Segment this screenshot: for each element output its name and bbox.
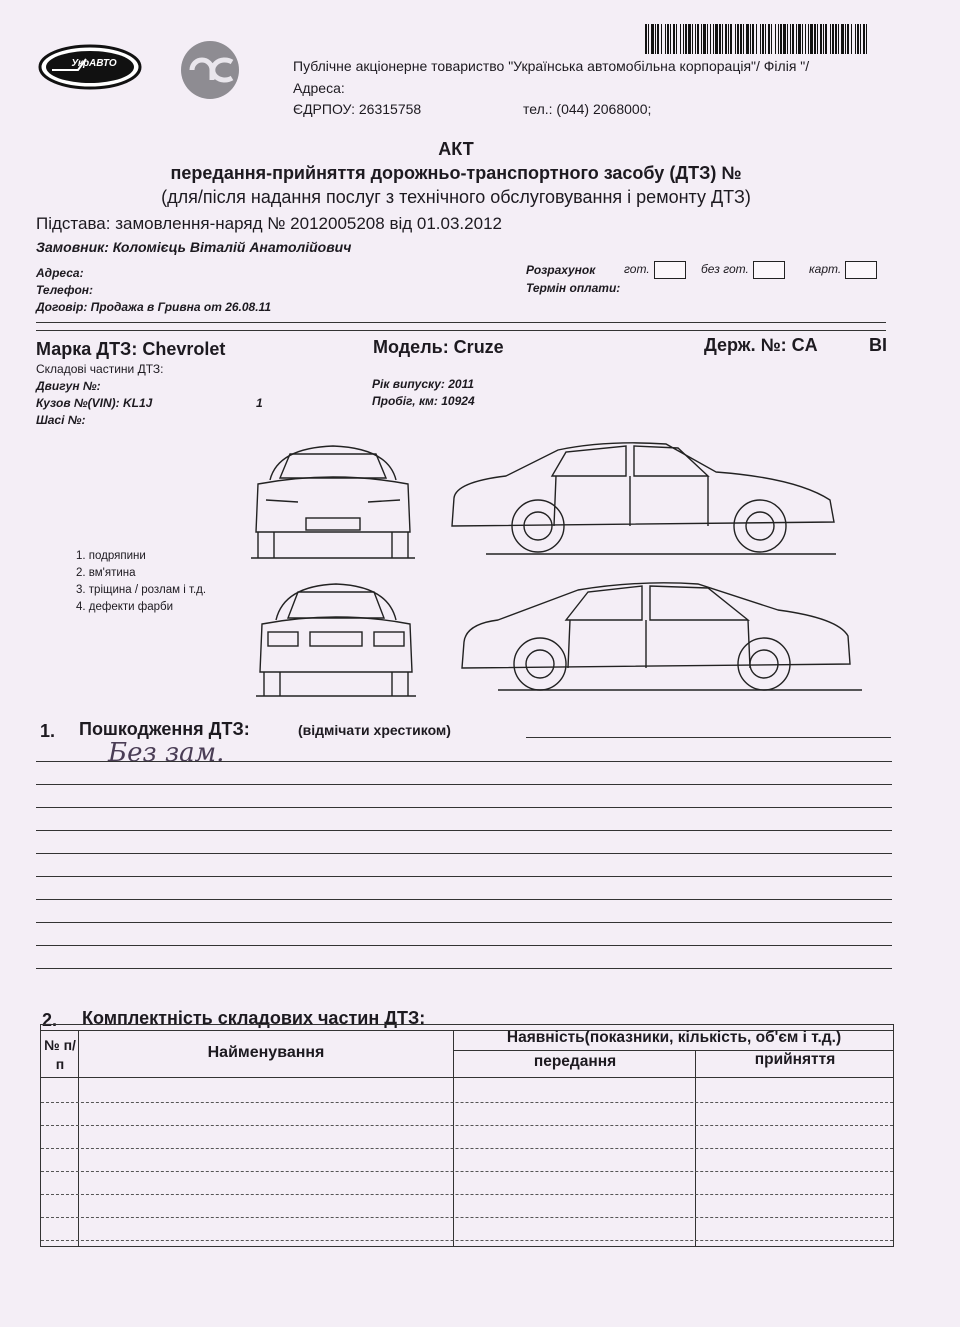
table-top-border bbox=[40, 1024, 894, 1025]
writing-line bbox=[36, 784, 892, 785]
address-label: Адреса: bbox=[293, 80, 345, 96]
writing-line bbox=[36, 945, 892, 946]
table-row-line bbox=[41, 1125, 893, 1126]
barcode-bar bbox=[680, 24, 681, 54]
act-title: АКТ bbox=[438, 139, 474, 159]
col-number-header: № п/п bbox=[44, 1037, 76, 1072]
barcode-bar bbox=[710, 24, 711, 54]
barcode-bar bbox=[701, 24, 702, 54]
barcode-bar bbox=[746, 24, 749, 54]
barcode-bar bbox=[765, 24, 766, 54]
divider bbox=[36, 330, 886, 331]
card-checkbox[interactable] bbox=[845, 261, 877, 279]
damage-section-number: 1. bbox=[40, 721, 56, 741]
barcode-bar bbox=[657, 24, 659, 54]
barcode-bar bbox=[760, 24, 761, 54]
chassis-no: Шасі №: bbox=[36, 413, 86, 427]
barcode-bar bbox=[841, 24, 844, 54]
barcode bbox=[645, 24, 870, 54]
barcode-bar bbox=[780, 24, 782, 54]
phone: тел.: (044) 2068000; bbox=[523, 101, 652, 117]
handwritten-remark: Без зам. bbox=[108, 738, 225, 768]
damage-section-title: Пошкодження ДТЗ: bbox=[79, 719, 250, 739]
car-front-view bbox=[248, 440, 418, 560]
barcode-bar bbox=[725, 24, 727, 54]
barcode-bar bbox=[719, 24, 721, 54]
barcode-bar bbox=[851, 24, 852, 54]
phone-field: Телефон: bbox=[36, 283, 94, 297]
act-purpose: (для/після надання послуг з технічного обслуговування і ремонту ДТЗ) bbox=[161, 187, 751, 207]
ac-logo bbox=[180, 40, 240, 100]
barcode-bar bbox=[820, 24, 822, 54]
barcode-bar bbox=[775, 24, 776, 54]
barcode-bar bbox=[673, 24, 675, 54]
act-subtitle: передання-прийняття дорожньо-транспортного засобу (ДТЗ) № bbox=[170, 163, 742, 183]
barcode-bar bbox=[808, 24, 809, 54]
contract: Договір: Продажа в Гривна от 26.08.11 bbox=[36, 300, 272, 314]
writing-line bbox=[36, 968, 892, 969]
mileage: Пробіг, км: 10924 bbox=[372, 394, 475, 408]
table-header-bottom bbox=[40, 1077, 894, 1078]
barcode-bar bbox=[735, 24, 736, 54]
table-row-line bbox=[41, 1148, 893, 1149]
barcode-bar bbox=[814, 24, 816, 54]
table-row-line bbox=[41, 1217, 893, 1218]
barcode-bar bbox=[778, 24, 779, 54]
barcode-bar bbox=[730, 24, 732, 54]
barcode-bar bbox=[697, 24, 699, 54]
vehicle-brand: Марка ДТЗ: Chevrolet bbox=[36, 339, 226, 359]
vin-tail: 1 bbox=[256, 396, 263, 410]
barcode-bar bbox=[845, 24, 846, 54]
barcode-bar bbox=[661, 24, 662, 54]
barcode-bar bbox=[847, 24, 849, 54]
barcode-bar bbox=[707, 24, 708, 54]
writing-line bbox=[36, 853, 892, 854]
edrpou: ЄДРПОУ: 26315758 bbox=[293, 101, 422, 117]
engine-no: Двигун №: bbox=[36, 379, 101, 393]
payment-card: карт. bbox=[809, 261, 877, 279]
barcode-bar bbox=[713, 24, 714, 54]
year: Рік випуску: 2011 bbox=[372, 377, 475, 391]
barcode-bar bbox=[752, 24, 754, 54]
payment-noncash: без гот. bbox=[701, 261, 785, 279]
table-bottom-border bbox=[40, 1246, 894, 1247]
payment-label: Розрахунок bbox=[526, 263, 596, 277]
barcode-bar bbox=[832, 24, 834, 54]
barcode-bar bbox=[771, 24, 772, 54]
vehicle-plate-tail: ВІ bbox=[869, 335, 887, 355]
writing-line bbox=[36, 899, 892, 900]
barcode-bar bbox=[676, 24, 677, 54]
barcode-bar bbox=[835, 24, 837, 54]
table-col-line bbox=[40, 1024, 41, 1246]
table-col-line bbox=[893, 1024, 894, 1246]
barcode-bar bbox=[695, 24, 696, 54]
barcode-bar bbox=[798, 24, 801, 54]
car-right-side-view bbox=[446, 440, 840, 560]
table-row-line bbox=[41, 1171, 893, 1172]
table-row-line bbox=[41, 1194, 893, 1195]
barcode-bar bbox=[825, 24, 827, 54]
ukravto-logo bbox=[38, 44, 142, 90]
writing-line bbox=[526, 737, 891, 738]
damage-note: (відмічати хрестиком) bbox=[298, 722, 451, 738]
vehicle-plate: Держ. №: CA bbox=[704, 335, 818, 355]
barcode-bar bbox=[805, 24, 806, 54]
address-field: Адреса: bbox=[36, 266, 84, 280]
legend-item: 1. подряпини bbox=[76, 550, 146, 562]
writing-line bbox=[36, 922, 892, 923]
basis: Підстава: замовлення-наряд № 2012005208 від 01.03.2012 bbox=[36, 214, 502, 233]
barcode-bar bbox=[796, 24, 797, 54]
barcode-bar bbox=[667, 24, 669, 54]
barcode-bar bbox=[670, 24, 671, 54]
barcode-bar bbox=[651, 24, 654, 54]
body-vin: Кузов №(VIN): KL1J bbox=[36, 396, 153, 410]
barcode-bar bbox=[645, 24, 647, 54]
barcode-bar bbox=[683, 24, 684, 54]
barcode-bar bbox=[838, 24, 839, 54]
barcode-bar bbox=[810, 24, 813, 54]
parts-label: Складові частини ДТЗ: bbox=[36, 362, 164, 376]
barcode-bar bbox=[715, 24, 718, 54]
barcode-bar bbox=[863, 24, 865, 54]
damage-legend bbox=[76, 548, 206, 616]
barcode-bar bbox=[817, 24, 818, 54]
barcode-bar bbox=[802, 24, 803, 54]
barcode-bar bbox=[756, 24, 757, 54]
writing-line bbox=[36, 807, 892, 808]
barcode-bar bbox=[743, 24, 744, 54]
barcode-bar bbox=[823, 24, 824, 54]
legend-item: 3. тріщина / розлам і т.д. bbox=[76, 584, 207, 596]
barcode-bar bbox=[685, 24, 687, 54]
barcode-bar bbox=[655, 24, 656, 54]
col-name-header: Найменування bbox=[207, 1044, 325, 1061]
barcode-bar bbox=[792, 24, 794, 54]
barcode-bar bbox=[740, 24, 742, 54]
barcode-bar bbox=[648, 24, 649, 54]
col-accept-header: прийняття bbox=[754, 1051, 836, 1068]
legend-item: 2. вм'ятина bbox=[76, 567, 136, 579]
table-col-line bbox=[78, 1030, 79, 1246]
col-presence-header: Наявність(показники, кількість, об'єм і т.д.) bbox=[506, 1029, 842, 1046]
barcode-bar bbox=[722, 24, 723, 54]
barcode-bar bbox=[866, 24, 867, 54]
completeness-section-title: Комплектність складових частин ДТЗ: bbox=[82, 1008, 426, 1028]
table-row-line bbox=[41, 1102, 893, 1103]
barcode-bar bbox=[860, 24, 861, 54]
col-handover-header: передання bbox=[533, 1053, 617, 1070]
barcode-bar bbox=[665, 24, 666, 54]
barcode-bar bbox=[830, 24, 831, 54]
noncash-checkbox[interactable] bbox=[753, 261, 785, 279]
table-col-line bbox=[453, 1030, 454, 1246]
completeness-section-number: 2. bbox=[42, 1010, 58, 1030]
svg-text:УкрАВТО: УкрАВТО bbox=[71, 58, 117, 69]
barcode-bar bbox=[857, 24, 859, 54]
barcode-bar bbox=[762, 24, 764, 54]
barcode-bar bbox=[737, 24, 739, 54]
barcode-bar bbox=[855, 24, 856, 54]
barcode-bar bbox=[688, 24, 691, 54]
legend-item: 4. дефекти фарби bbox=[76, 601, 174, 613]
car-left-side-view bbox=[458, 580, 864, 695]
barcode-bar bbox=[728, 24, 729, 54]
barcode-bar bbox=[703, 24, 706, 54]
writing-line bbox=[36, 830, 892, 831]
vehicle-model: Модель: Cruze bbox=[373, 337, 504, 357]
barcode-bar bbox=[787, 24, 788, 54]
payment-term: Термін оплати: bbox=[526, 281, 621, 295]
divider bbox=[36, 322, 886, 323]
barcode-bar bbox=[790, 24, 791, 54]
payment-cash: гот. bbox=[624, 261, 686, 279]
writing-line bbox=[36, 876, 892, 877]
cash-checkbox[interactable] bbox=[654, 261, 686, 279]
table-row-line bbox=[41, 1240, 893, 1241]
customer: Замовник: Коломієць Віталій Анатолійович bbox=[36, 239, 352, 255]
car-rear-view bbox=[254, 582, 418, 700]
writing-line bbox=[36, 761, 892, 762]
barcode-bar bbox=[750, 24, 751, 54]
barcode-bar bbox=[768, 24, 770, 54]
barcode-bar bbox=[692, 24, 693, 54]
barcode-bar bbox=[783, 24, 786, 54]
company-name: Публічне акціонерне товариство "Українська автомобільна корпорація"/ Філія "/ bbox=[293, 58, 810, 74]
